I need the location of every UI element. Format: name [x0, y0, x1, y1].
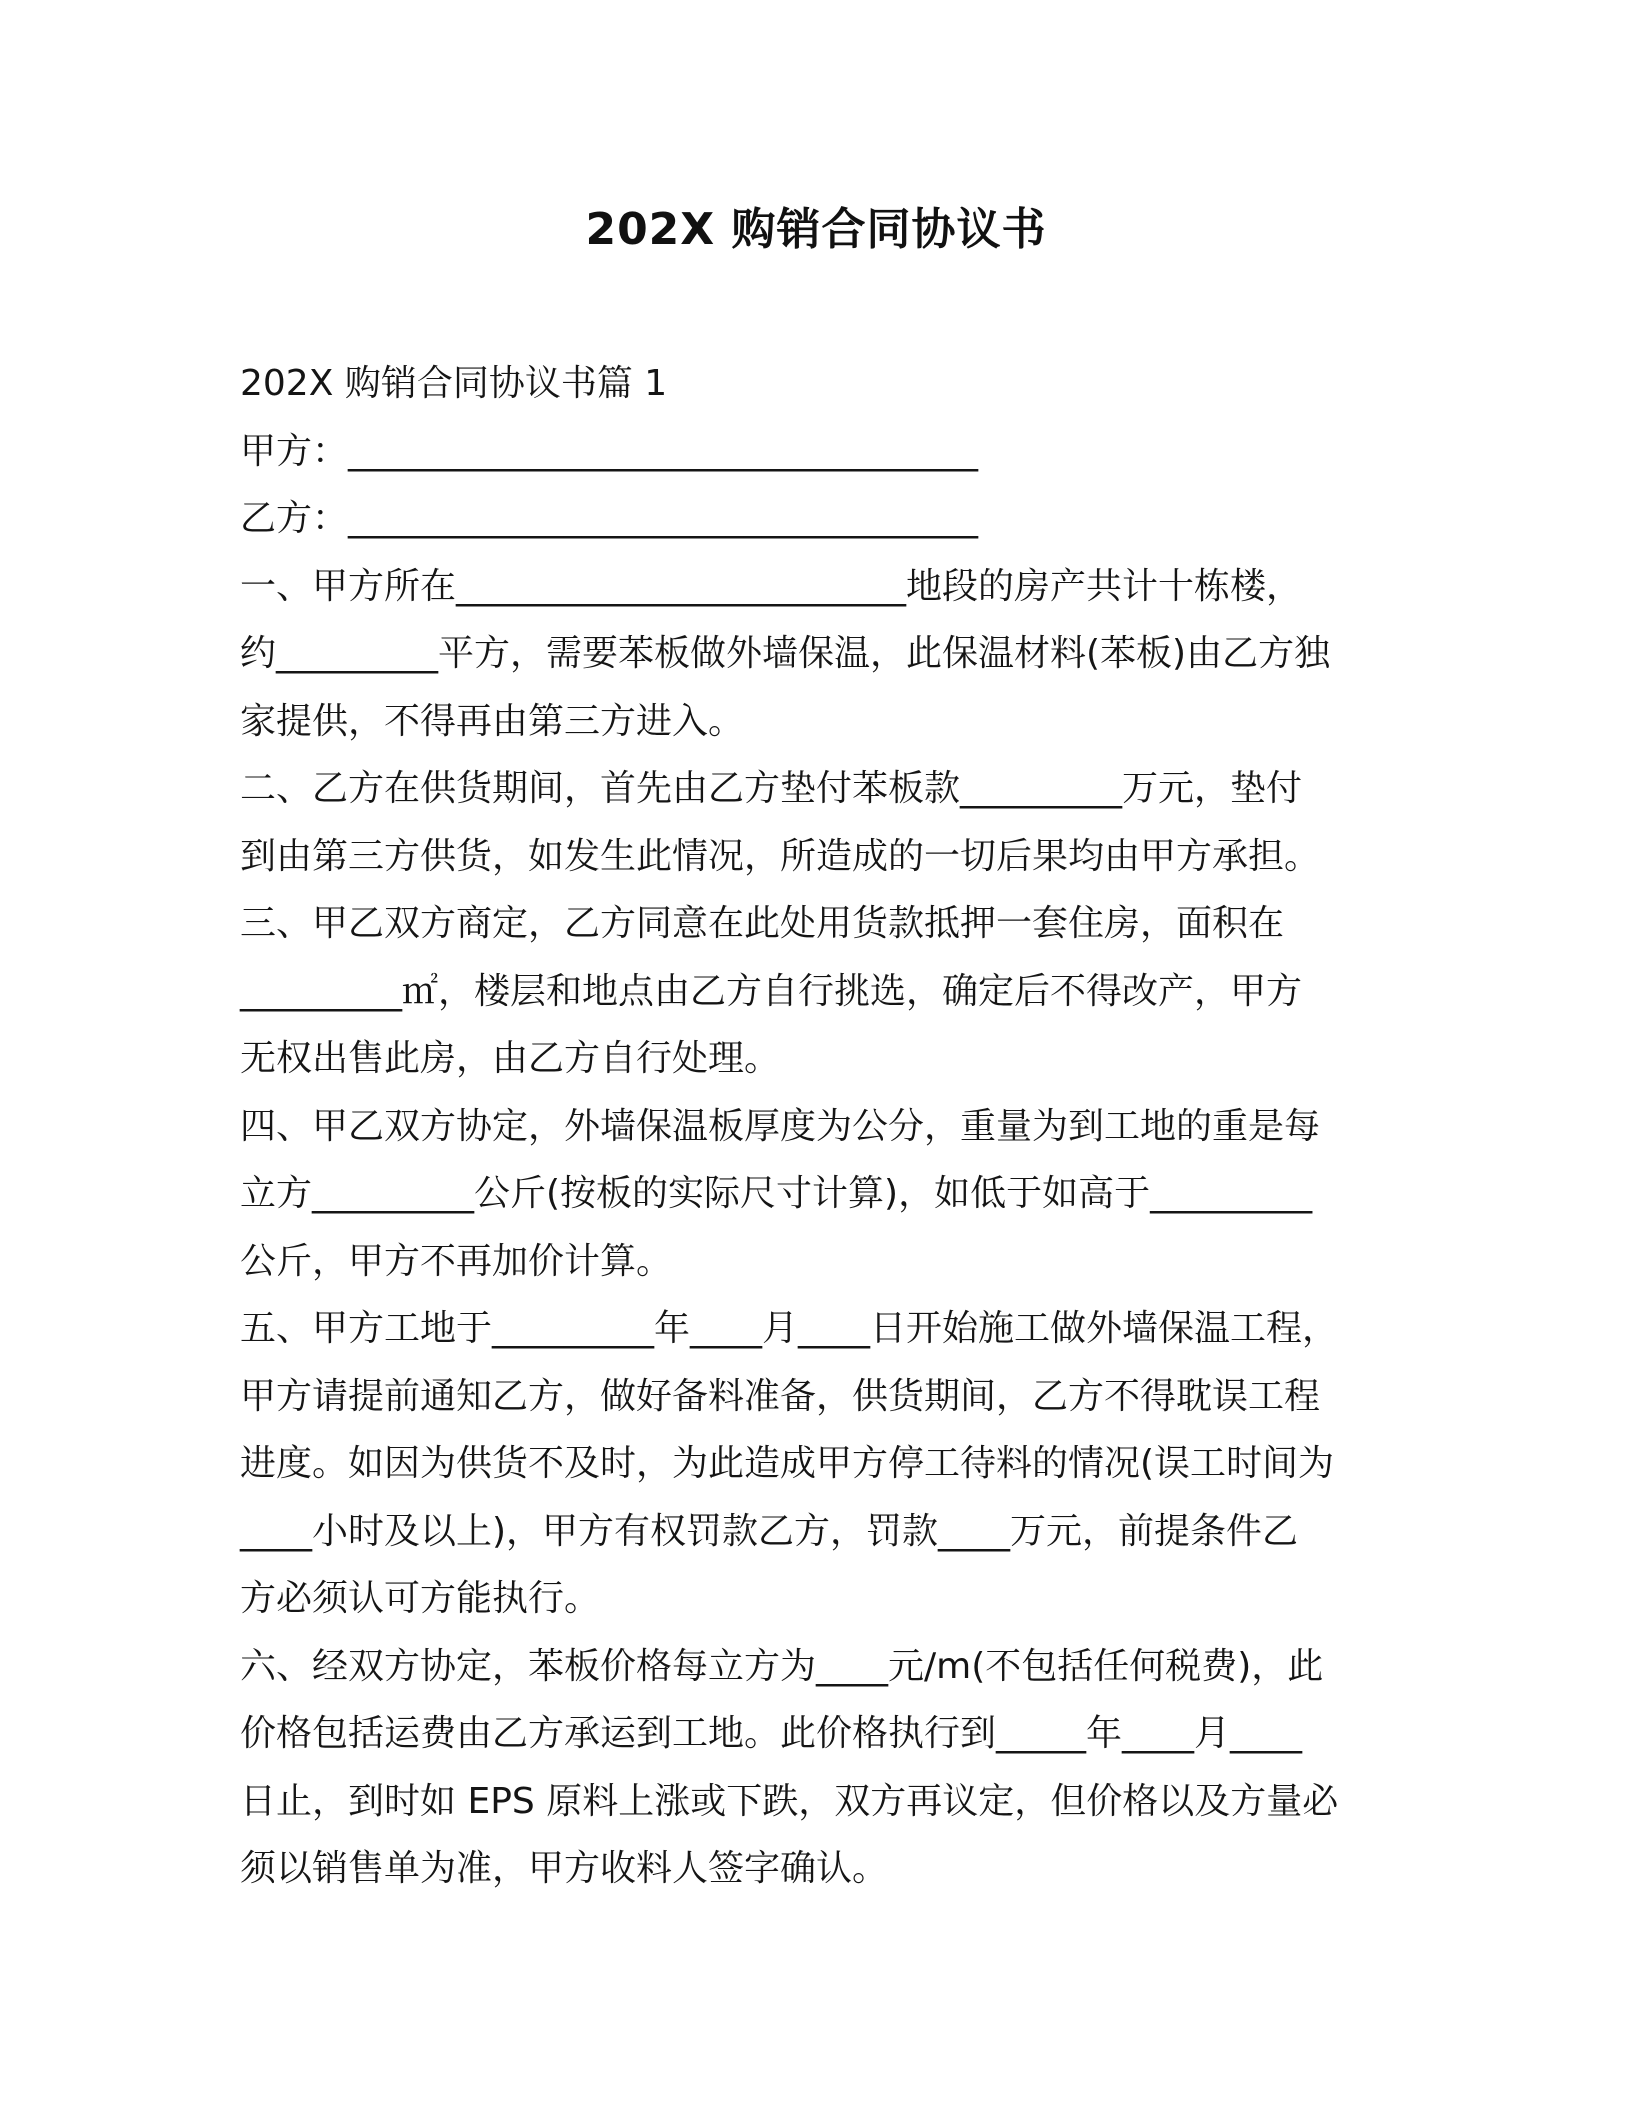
party-b-line: 乙方：___________________________________ [240, 498, 979, 539]
clause-2-line-1: 二、乙方在供货期间，首先由乙方垫付苯板款_________万元，垫付 [240, 768, 1303, 809]
clause-6-line-1: 六、经双方协定，苯板价格每立方为____元/m(不包括任何税费)，此 [240, 1645, 1324, 1687]
clause-1-line-3: 家提供，不得再由第三方进入。 [240, 700, 745, 742]
clause-5-line-5: 方必须认可方能执行。 [240, 1578, 601, 1619]
clause-6-line-4: 须以销售单为准，甲方收料人签字确认。 [240, 1848, 889, 1889]
clause-4-line-3: 公斤，甲方不再加价计算。 [240, 1240, 673, 1282]
section-heading: 202X 购销合同协议书篇 1 [240, 363, 668, 404]
clause-3-line-1: 三、甲乙双方商定，乙方同意在此处用货款抵押一套住房，面积在 [240, 903, 1285, 944]
clause-2-line-2: 到由第三方供货，如发生此情况，所造成的一切后果均由甲方承担。 [240, 835, 1321, 877]
clause-5-line-4: ____小时及以上)，甲方有权罚款乙方，罚款____万元，前提条件乙 [240, 1510, 1299, 1552]
document-title: 202X 购销合同协议书 [585, 204, 1047, 255]
clause-1-line-2: 约_________平方，需要苯板做外墙保温，此保温材料(苯板)由乙方独 [240, 633, 1331, 674]
clause-5-line-1: 五、甲方工地于_________年____月____日开始施工做外墙保温工程， [240, 1308, 1339, 1349]
document-body [240, 350, 1400, 1903]
clause-1-line-1: 一、甲方所在_________________________地段的房产共计十栋楼， [240, 565, 1303, 607]
clause-3-line-3: 无权出售此房，由乙方自行处理。 [240, 1038, 781, 1079]
clause-4-line-2: 立方_________公斤(按板的实际尺寸计算)，如低于如高于_________ [240, 1173, 1313, 1214]
clause-6-line-3: 日止，到时如 EPS 原料上涨或下跌，双方再议定，但价格以及方量必 [240, 1780, 1339, 1822]
clause-5-line-3: 进度。如因为供货不及时，为此造成甲方停工待料的情况(误工时间为 [240, 1443, 1335, 1484]
clause-4-line-1: 四、甲乙双方协定，外墙保温板厚度为公分，重量为到工地的重是每 [240, 1105, 1321, 1147]
clause-6-line-2: 价格包括运费由乙方承运到工地。此价格执行到_____年____月____ [240, 1713, 1303, 1754]
clause-3-line-2: _________㎡，楼层和地点由乙方自行挑选，确定后不得改产，甲方 [240, 970, 1303, 1012]
clause-5-line-2: 甲方请提前通知乙方，做好备料准备，供货期间，乙方不得耽误工程 [240, 1375, 1321, 1417]
party-a-line: 甲方：___________________________________ [240, 430, 979, 472]
